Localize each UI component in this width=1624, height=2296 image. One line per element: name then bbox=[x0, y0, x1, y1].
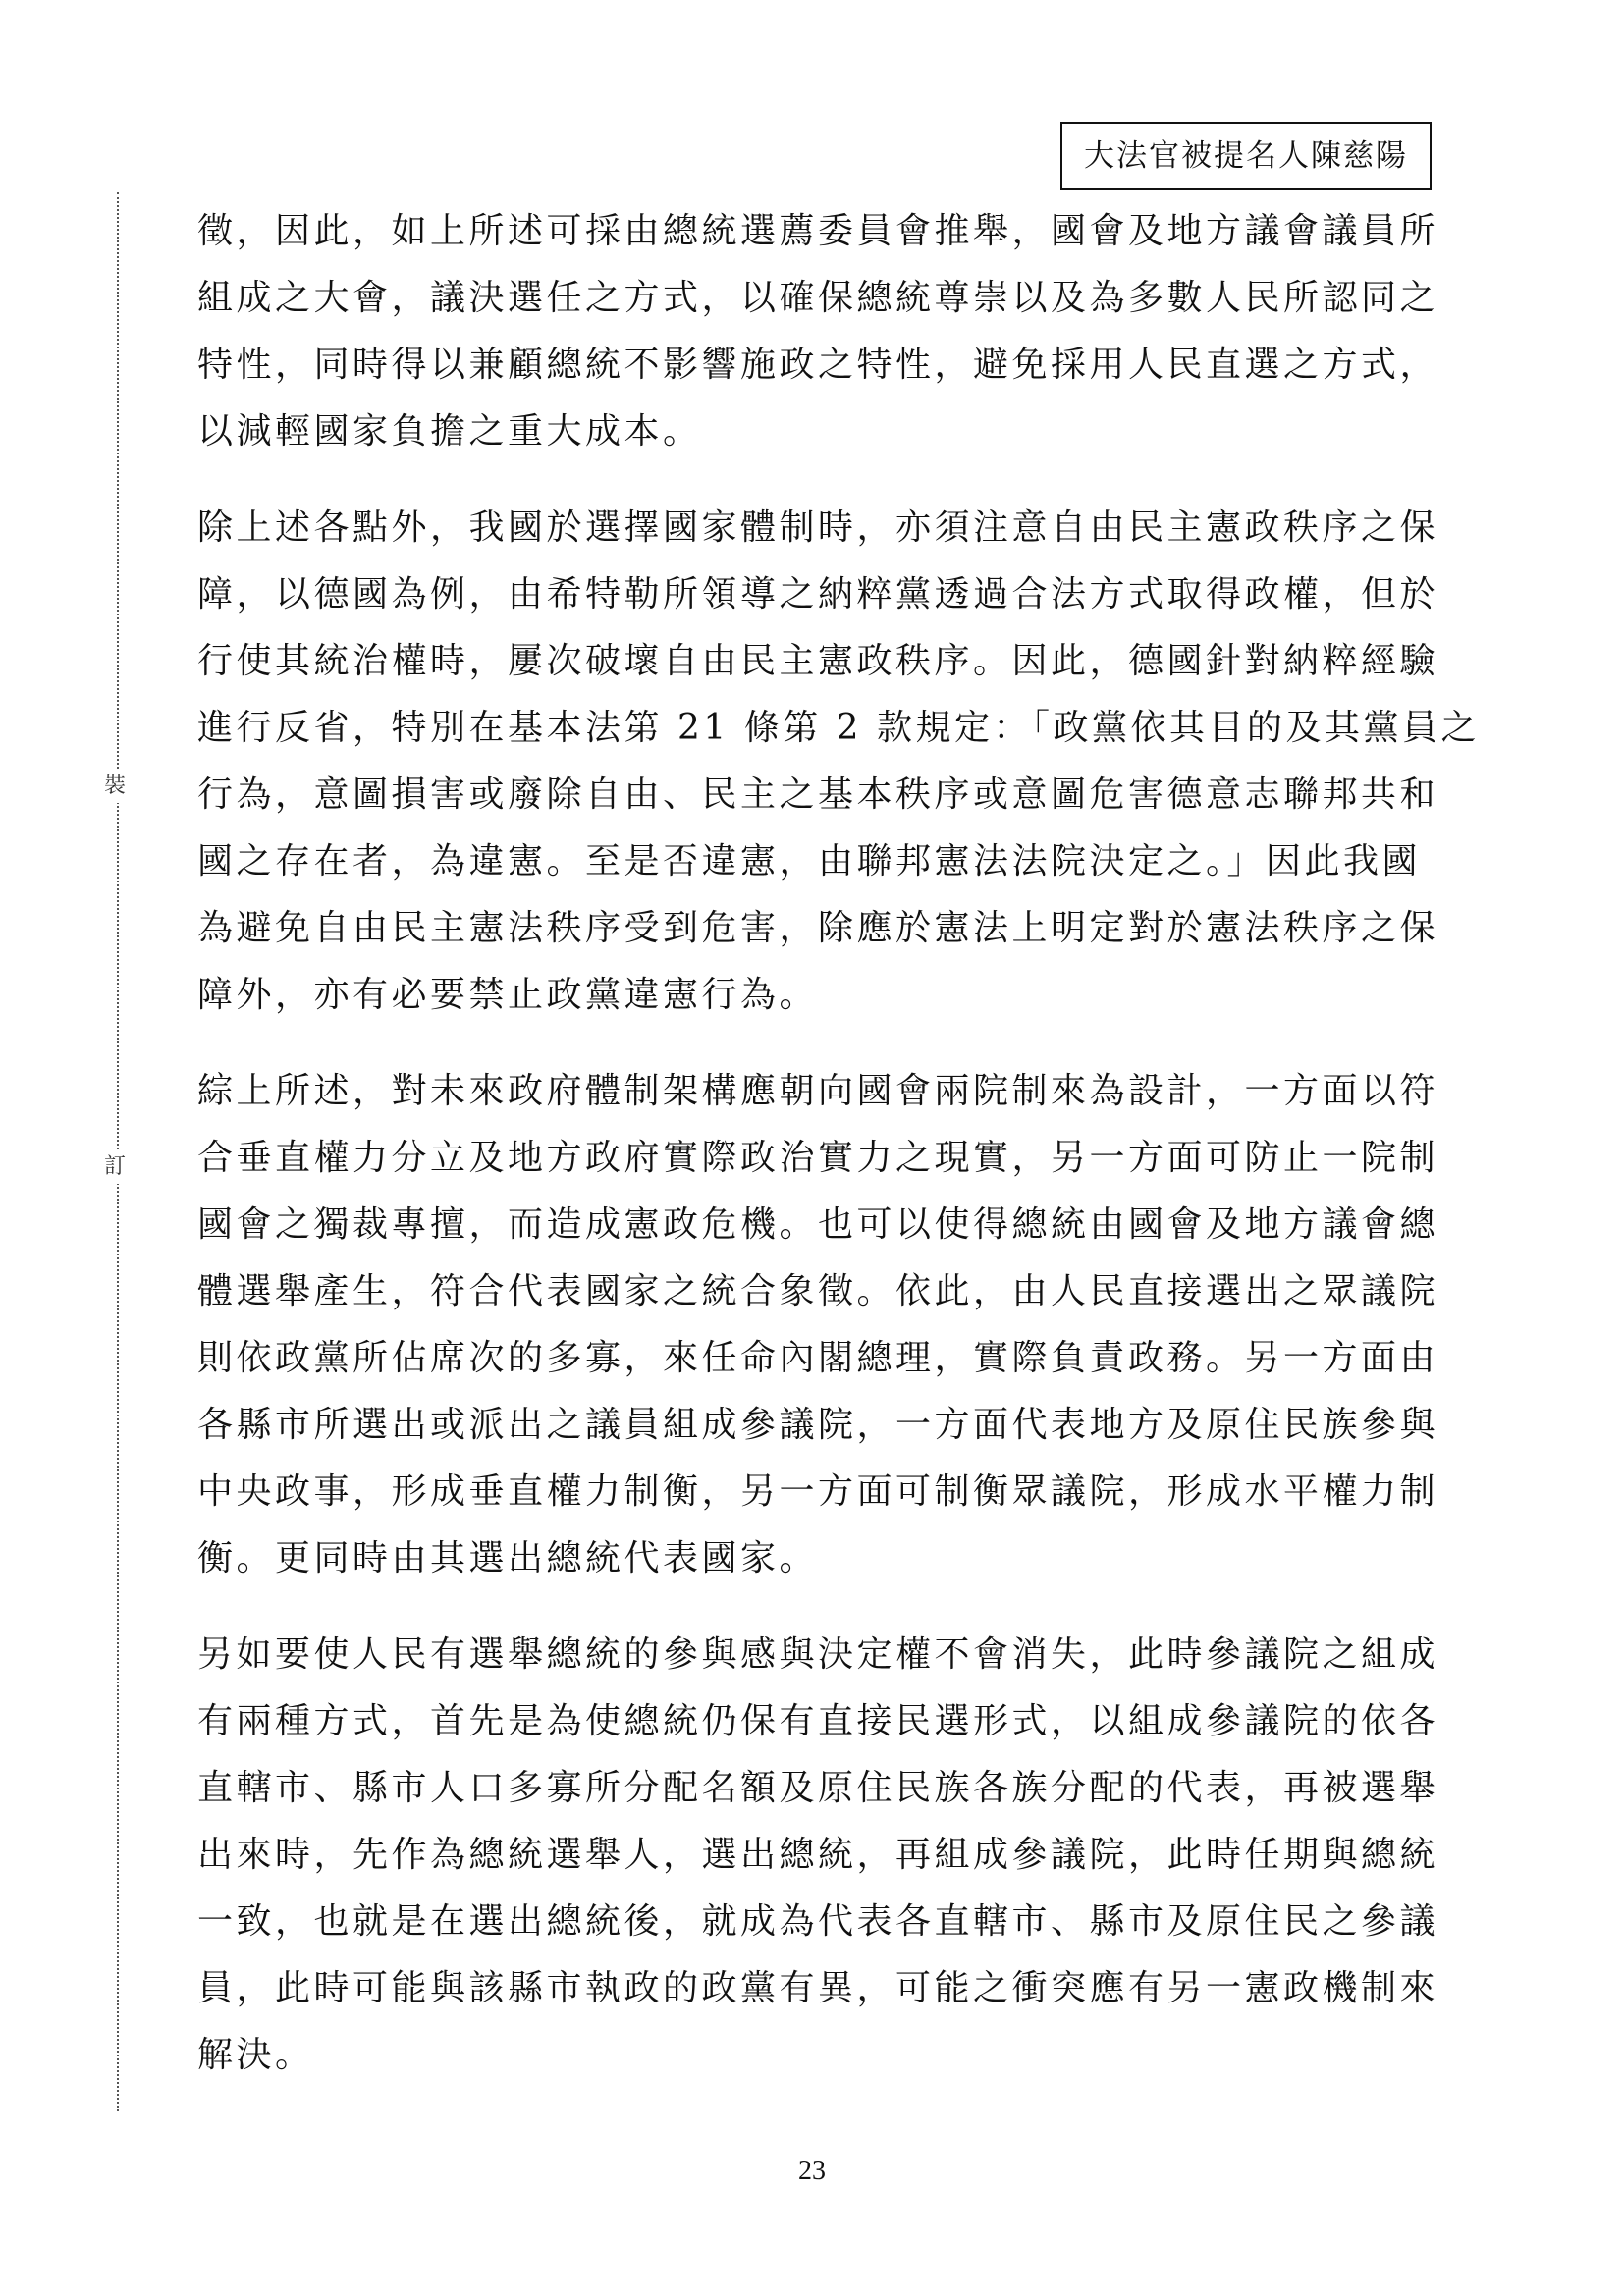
paragraph bbox=[197, 198, 1439, 465]
text-line: 體選舉產生，符合代表國家之統合象徵。依此，由人民直接選出之眾議院 bbox=[197, 1271, 1439, 1311]
text-line: 國之存在者，為違憲。至是否違憲，由聯邦憲法法院決定之。」因此我國 bbox=[197, 841, 1422, 881]
text-line: 綜上所述，對未來政府體制架構應朝向國會兩院制來為設計，一方面以符 bbox=[197, 1071, 1439, 1111]
text-line: 組成之大會，議決選任之方式，以確保總統尊崇以及為多數人民所認同之 bbox=[197, 278, 1439, 318]
text-line: 中央政事，形成垂直權力制衡，另一方面可制衡眾議院，形成水平權力制 bbox=[197, 1471, 1439, 1512]
text-line: 有兩種方式，首先是為使總統仍保有直接民選形式，以組成參議院的依各 bbox=[197, 1701, 1439, 1741]
text-line: 除上述各點外，我國於選擇國家體制時，亦須注意自由民主憲政秩序之保 bbox=[197, 507, 1439, 548]
text-line: 行為，意圖損害或廢除自由、民主之基本秩序或意圖危害德意志聯邦共和 bbox=[197, 774, 1439, 815]
text-line: 特性，同時得以兼顧總統不影響施政之特性，避免採用人民直選之方式， bbox=[197, 345, 1439, 385]
text-line: 行使其統治權時，屢次破壞自由民主憲政秩序。因此，德國針對納粹經驗 bbox=[197, 641, 1439, 681]
paragraph bbox=[197, 1058, 1439, 1592]
text-line: 解決。 bbox=[197, 2035, 314, 2075]
text-line: 進行反省，特別在基本法第 21 條第 2 款規定：「政黨依其目的及其黨員之 bbox=[197, 708, 1480, 748]
text-line: 合垂直權力分立及地方政府實際政治實力之現實，另一方面可防止一院制 bbox=[197, 1138, 1439, 1178]
text-line: 徵，因此，如上所述可採由總統選薦委員會推舉，國會及地方議會議員所 bbox=[197, 211, 1439, 251]
binding-label-ding: 訂 bbox=[102, 1150, 128, 1184]
text-line: 另如要使人民有選舉總統的參與感與決定權不會消失，此時參議院之組成 bbox=[197, 1634, 1439, 1675]
paragraph bbox=[197, 495, 1480, 1029]
body-text bbox=[197, 198, 1480, 2118]
text-line: 障，以德國為例，由希特勒所領導之納粹黨透過合法方式取得政權，但於 bbox=[197, 574, 1439, 614]
text-line: 員，此時可能與該縣市執政的政黨有異，可能之衝突應有另一憲政機制來 bbox=[197, 1968, 1439, 2008]
text-line: 為避免自由民主憲法秩序受到危害，除應於憲法上明定對於憲法秩序之保 bbox=[197, 908, 1439, 948]
text-line: 出來時，先作為總統選舉人，選出總統，再組成參議院，此時任期與總統 bbox=[197, 1835, 1439, 1875]
text-line: 以減輕國家負擔之重大成本。 bbox=[197, 411, 702, 452]
paragraph bbox=[197, 1622, 1439, 2089]
text-line: 國會之獨裁專擅，而造成憲政危機。也可以使得總統由國會及地方議會總 bbox=[197, 1204, 1439, 1245]
nominee-header-box: 大法官被提名人陳慈陽 bbox=[1060, 122, 1432, 190]
text-line: 則依政黨所佔席次的多寡，來任命內閣總理，實際負責政務。另一方面由 bbox=[197, 1338, 1439, 1378]
page-number: 23 bbox=[798, 2156, 826, 2186]
text-line: 各縣市所選出或派出之議員組成參議院，一方面代表地方及原住民族參與 bbox=[197, 1405, 1439, 1445]
text-line: 一致，也就是在選出總統後，就成為代表各直轄市、縣市及原住民之參議 bbox=[197, 1901, 1439, 1942]
text-line: 衡。更同時由其選出總統代表國家。 bbox=[197, 1538, 819, 1578]
text-line: 障外，亦有必要禁止政黨違憲行為。 bbox=[197, 975, 819, 1015]
binding-label-zhuang: 裝 bbox=[102, 770, 128, 803]
text-line: 直轄市、縣市人口多寡所分配名額及原住民族各族分配的代表，再被選舉 bbox=[197, 1768, 1439, 1808]
